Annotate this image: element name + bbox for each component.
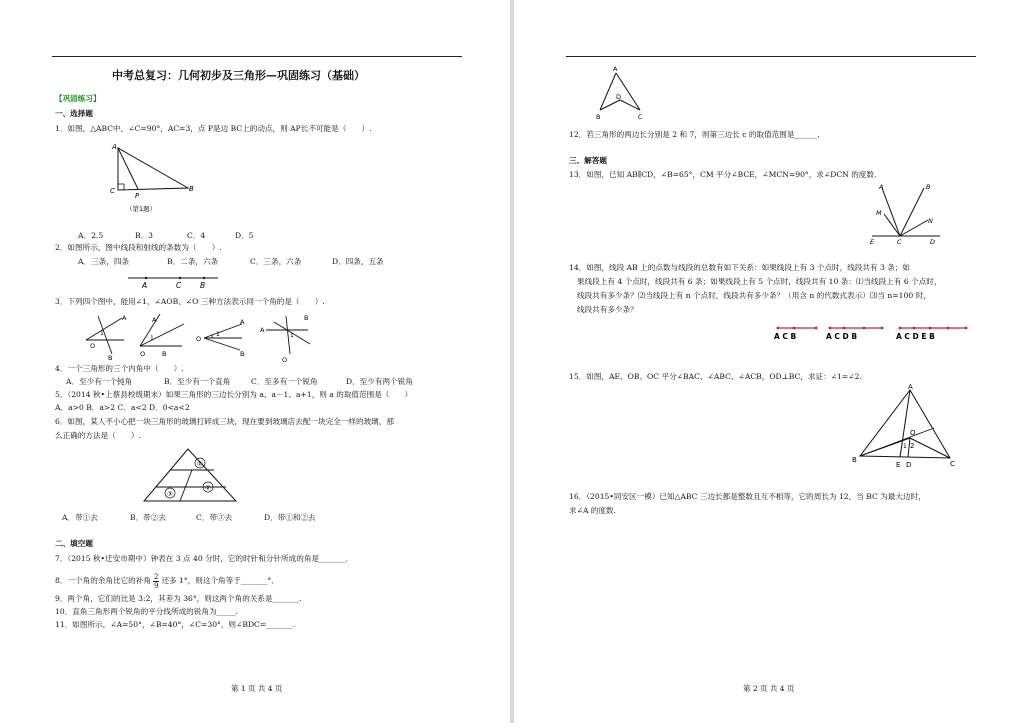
practice-tag: 【巩固练习】 (55, 94, 101, 103)
q3c-label-1: 1 (216, 331, 220, 338)
question-6-line1: 6．如图，某人不小心把一块三角形的玻璃打碎成三块，现在要到玻璃店去配一块完全一样的玻璃，那 (55, 417, 394, 426)
q2-option-c: C．三条，六条 (250, 257, 302, 266)
q3c-label-a: A (240, 318, 245, 326)
q11-label-a: A (613, 65, 618, 73)
question-14-line2: 果线段上有 4 个点时，线段共有 6 条；如果线段上有 5 个点时，线段共有 10 条：⑴当线段上有 6 个点时， (577, 277, 942, 286)
q3-figure-d (260, 314, 310, 364)
q3a-label-o: O (90, 342, 96, 350)
page-2 (514, 0, 1024, 723)
page-2-footer: 第 2 页 共 4 页 (743, 684, 795, 693)
q3-figure-a (86, 314, 127, 362)
q1-option-c: C．4 (187, 231, 206, 240)
q3c-label-b: B (240, 350, 245, 358)
question-14-line1: 14．如图，线段 AB 上的点数与线段的总数有如下关系：如果线段上有 3 个点时，线段共有 3 条；如 (569, 263, 911, 272)
q3a-label-a: A (122, 314, 127, 322)
q13-label-d: D (930, 238, 936, 246)
q6-figure (140, 447, 240, 507)
question-12: 12．若三角形的两边长分别是 2 和 7，则第三边长 c 的取值范围是______. (569, 130, 820, 139)
q8-numerator: 2 (153, 572, 159, 581)
section-choice: 一、选择题 (55, 109, 93, 118)
q14-segment-4pts (826, 327, 883, 341)
q6-option-a: A．带①去 (62, 513, 98, 522)
q8-denominator: 9 (153, 581, 159, 590)
question-15: 15．如图，AE、OB、OC 平分∠BAC、∠ABC、∠ACB，OD⊥BC，求证：∠1=∠2. (569, 372, 862, 381)
q14-labels-3: A C B (774, 332, 797, 341)
q6-piece-2: ② (205, 484, 211, 492)
q11-label-b: B (596, 113, 601, 121)
q8-text-b: 还多 1°，则这个角等于_______°． (161, 576, 279, 585)
q2-figure (128, 272, 228, 292)
header-rule (566, 56, 976, 57)
page-title: 中考总复习：几何初步及三角形—巩固练习（基础） (112, 69, 365, 82)
question-7: 7．（2015 秋•迁安市期中）钟表在 3 点 40 分时，它的时针和分针所成的角是_______． (55, 554, 354, 563)
q13-label-e: E (870, 238, 875, 246)
q2-option-a: A．三条，四条 (78, 257, 130, 266)
page-1-footer: 第 1 页 共 4 页 (231, 684, 283, 693)
q13-label-c: C (897, 238, 902, 246)
q3d-label-1: 1 (290, 332, 294, 339)
q4-option-a: A．至少有一个钝角 (66, 377, 133, 386)
q5-options: A．a>0 B．a>2 C．a<2 D．0<a<2 (55, 403, 190, 412)
q13-label-n: N (928, 217, 933, 225)
q3-figures (78, 310, 318, 362)
section-fill: 二、填空题 (55, 539, 93, 548)
q14-labels-4: A C D B (826, 332, 858, 341)
q15-label-c: C (950, 460, 955, 468)
q3b-label-1: 1 (150, 335, 154, 342)
question-14-line3: 线段共有多少条？⑵当线段上有 n 个点时，线段共有多少条？（用含 n 的代数式表示）⑶当 n=100 时， (577, 291, 931, 300)
q14-figures (772, 322, 972, 346)
q13-label-b: B (926, 183, 931, 191)
header-rule (52, 56, 462, 57)
q15-label-2: 2 (910, 442, 915, 450)
q1-label-p: P (135, 192, 140, 200)
q3b-label-a: A (152, 316, 157, 324)
q15-label-a: A (908, 383, 913, 391)
q4-option-b: B．至少有一个直角 (164, 377, 231, 386)
q2-label-b: B (200, 281, 206, 290)
q2-option-d: D．四条，五条 (332, 257, 384, 266)
question-8 (55, 571, 279, 591)
q1-option-a: A．2.5 (78, 231, 104, 240)
q13-label-m: M (876, 209, 882, 217)
q6-option-b: B．带②去 (130, 513, 166, 522)
q1-option-b: B．3 (135, 231, 154, 240)
q3c-label-o: O (196, 335, 202, 343)
q4-option-d: D．至少有两个锐角 (346, 377, 413, 386)
q3d-label-o: O (282, 356, 288, 364)
q1-label-b: B (189, 185, 194, 193)
question-1: 1．如图，△ABC中，∠C=90°，AC=3，点 P是边 BC上的动点，则 AP长不可能是（ ）. (55, 124, 372, 133)
q2-label-a: A (142, 281, 148, 290)
question-13: 13．如图，已知 AB∥CD，∠B=65°，CM 平分∠BCE，∠MCN=90°，求∠DCN 的度数. (569, 170, 877, 179)
q11-figure (596, 64, 648, 122)
question-9: 9．两个角，它们的比是 3:2，其差为 36°，则这两个角的关系是_______. (55, 594, 302, 603)
q3b-label-o: O (140, 350, 146, 358)
q6-piece-1: ① (197, 460, 203, 468)
q3d-label-b: B (304, 314, 309, 322)
q15-label-o: O (910, 429, 916, 437)
q1-label-a: A (112, 143, 117, 151)
q15-label-1: 1 (903, 443, 907, 450)
question-11: 11．如图所示，∠A=50°，∠B=40°，∠C=30°，则∠BDC=_______. (55, 620, 296, 629)
q3-figure-c (196, 318, 245, 358)
q11-label-c: C (638, 113, 643, 121)
q15-label-b: B (852, 456, 857, 464)
page-1 (0, 0, 510, 723)
question-4: 4．一个三角形的三个内角中（ ）. (55, 364, 184, 373)
q14-labels-5: A C D E B (896, 332, 935, 341)
q2-option-b: B．二条，六条 (167, 257, 219, 266)
question-10: 10．直角三角形两个锐角的平分线所成的锐角为_____. (55, 607, 238, 616)
q1-figure (100, 140, 210, 220)
q8-text-a: 8．一个角的余角比它的补角 (55, 576, 151, 585)
q1-label-c: C (110, 187, 115, 195)
q3a-label-b: B (108, 354, 113, 362)
q2-point-b (203, 277, 205, 279)
q1-option-d: D．5 (235, 231, 254, 240)
q3-figure-b (140, 314, 184, 358)
question-6-line2: 么正确的方法是（ ）. (55, 431, 141, 440)
q1-right-angle-mark (118, 184, 124, 190)
question-14-line4: 线段共有多少条？ (577, 305, 638, 314)
q2-point-a (145, 277, 147, 279)
q3d-label-a: A (260, 326, 265, 334)
q6-option-d: D．带①和②去 (264, 513, 316, 522)
q2-point-c (179, 277, 181, 279)
q3a-label-1: 1 (100, 330, 104, 337)
q6-piece-3: ③ (167, 490, 173, 498)
section-answer: 三、解答题 (569, 156, 607, 165)
q15-label-d: D (906, 461, 912, 469)
q14-segment-5pts (896, 327, 967, 341)
q4-option-c: C．至多有一个锐角 (251, 377, 318, 386)
question-3: 3．下列四个图中，能用∠1、∠AOB、∠O 三种方法表示同一个角的是（ ）. (55, 297, 325, 306)
q3b-label-b: B (162, 350, 167, 358)
q6-option-c: C．带③去 (196, 513, 233, 522)
question-2: 2．如图所示，图中线段和射线的条数为（ ）. (55, 243, 222, 252)
q15-figure (852, 384, 962, 474)
q8-fraction (153, 573, 159, 590)
question-5: 5．（2014 秋•上蔡县校级期末）如果三角形的三边长分别为 a、a－1、a+1，则 a 的取值范围是（ ） (55, 390, 413, 399)
q14-segment-3pts (774, 327, 817, 341)
q11-label-d: D (616, 93, 622, 101)
q15-label-e: E (896, 461, 901, 469)
question-16-line1: 16．（2015•同安区一模）已知△ABC 三边长都是整数且互不相等，它的周长为 12，当 BC 为最大边时， (569, 492, 926, 501)
question-16-line2: 求∠A 的度数. (569, 506, 617, 515)
q13-figure (870, 182, 946, 246)
q13-label-a: A (879, 183, 884, 191)
q2-label-c: C (176, 281, 182, 290)
q1-caption: （第1题） (126, 205, 157, 213)
